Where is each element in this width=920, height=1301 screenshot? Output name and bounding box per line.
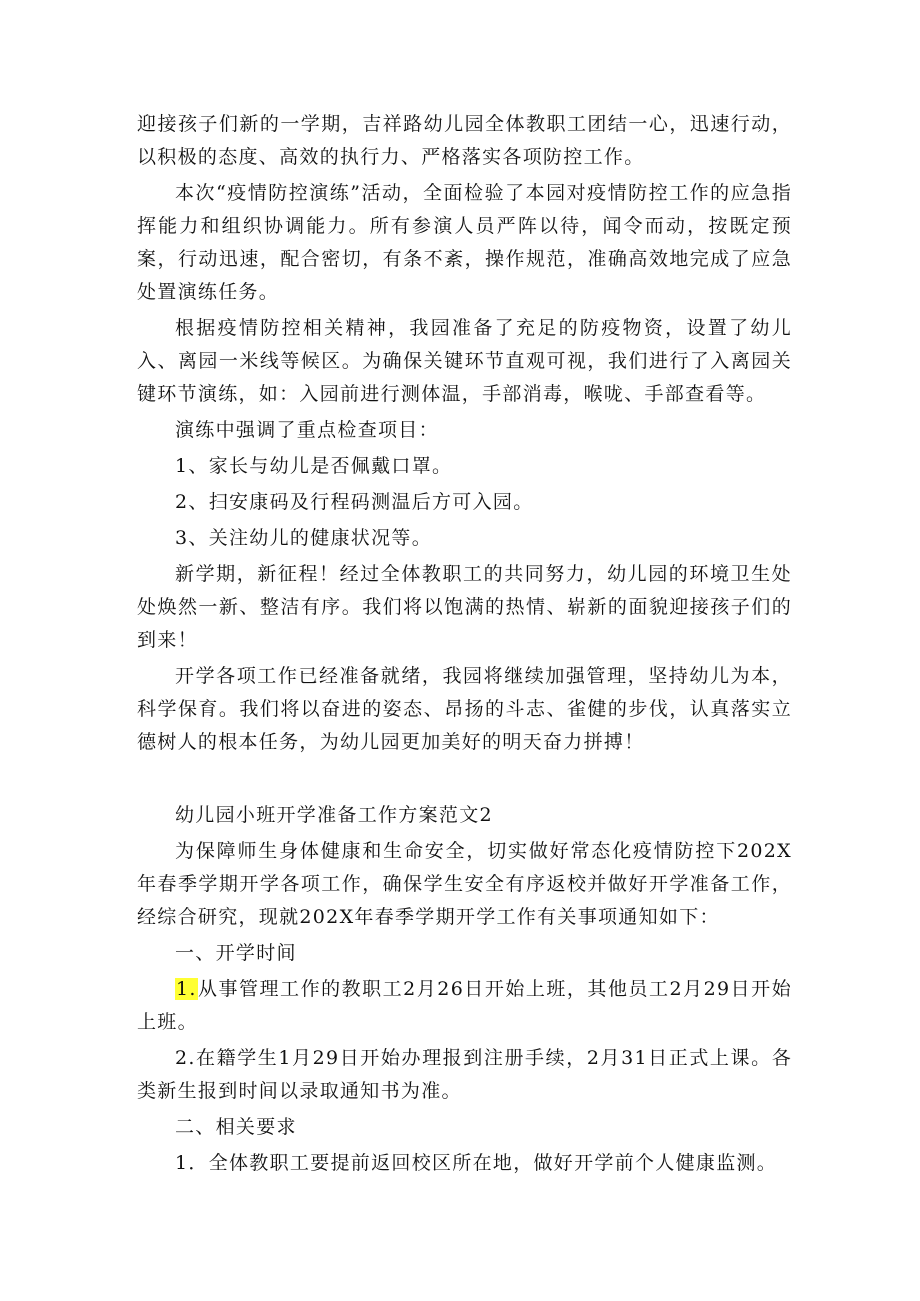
heading-2: 二、相关要求 xyxy=(175,1116,297,1138)
paragraph-1: 迎接孩子们新的一学期，吉祥路幼儿园全体教职工团结一心，迅速行动，以积极的态度、高效的执行力、严格落实各项防控工作。 xyxy=(137,113,792,168)
section-title: 幼儿园小班开学准备工作方案范文2 xyxy=(175,804,493,826)
paragraph-10: 为保障师生身体健康和生命安全，切实做好常态化疫情防控下202X年春季学期开学各项工作，确保学生安全有序返校并做好开学准备工作，经综合研究，现就202X年春季学期开学工作有关事项通知如下： xyxy=(137,840,792,928)
document-body xyxy=(137,108,792,1183)
item-1-text: 从事管理工作的教职工2月26日开始上班，其他员工2月29日开始上班。 xyxy=(137,978,792,1033)
paragraph-3: 根据疫情防控相关精神，我园准备了充足的防疫物资，设置了幼儿入、离园一米线等候区。为确保关键环节直观可视，我们进行了入离园关键环节演练，如：入园前进行测体温，手部消毒，喉咙、手部查看等。 xyxy=(137,317,792,405)
paragraph-4: 演练中强调了重点检查项目： xyxy=(175,419,439,441)
item-1 xyxy=(137,973,792,1039)
list-item-2: 2、扫安康码及行程码测温后方可入园。 xyxy=(175,491,534,513)
list-item-3: 3、关注幼儿的健康状况等。 xyxy=(175,527,432,549)
item-1-number-highlighted: 1. xyxy=(176,978,197,1000)
paragraph-2: 本次“疫情防控演练”活动，全面检验了本园对疫情防控工作的应急指挥能力和组织协调能力。所有参演人员严阵以待，闻令而动，按既定预案，行动迅速，配合密切，有条不紊，操作规范，准确高效地完成了应急处置演练任务。 xyxy=(137,182,792,303)
paragraph-9: 开学各项工作已经准备就绪，我园将继续加强管理，坚持幼儿为本，科学保育。我们将以奋进的姿态、昂扬的斗志、雀健的步伐，认真落实立德树人的根本任务，为幼儿园更加美好的明天奋力拼搏！ xyxy=(137,665,792,753)
heading-1: 一、开学时间 xyxy=(175,942,297,964)
paragraph-8: 新学期，新征程！经过全体教职工的共同努力，幼儿园的环境卫生处处焕然一新、整洁有序。我们将以饱满的热情、崭新的面貌迎接孩子们的到来！ xyxy=(137,563,792,651)
list-item-1: 1、家长与幼儿是否佩戴口罩。 xyxy=(175,455,453,477)
item-3: 1．全体教职工要提前返回校区所在地，做好开学前个人健康监测。 xyxy=(175,1152,778,1174)
item-2: 2.在籍学生1月29日开始办理报到注册手续，2月31日正式上课。各类新生报到时间以录取通知书为准。 xyxy=(137,1047,792,1102)
